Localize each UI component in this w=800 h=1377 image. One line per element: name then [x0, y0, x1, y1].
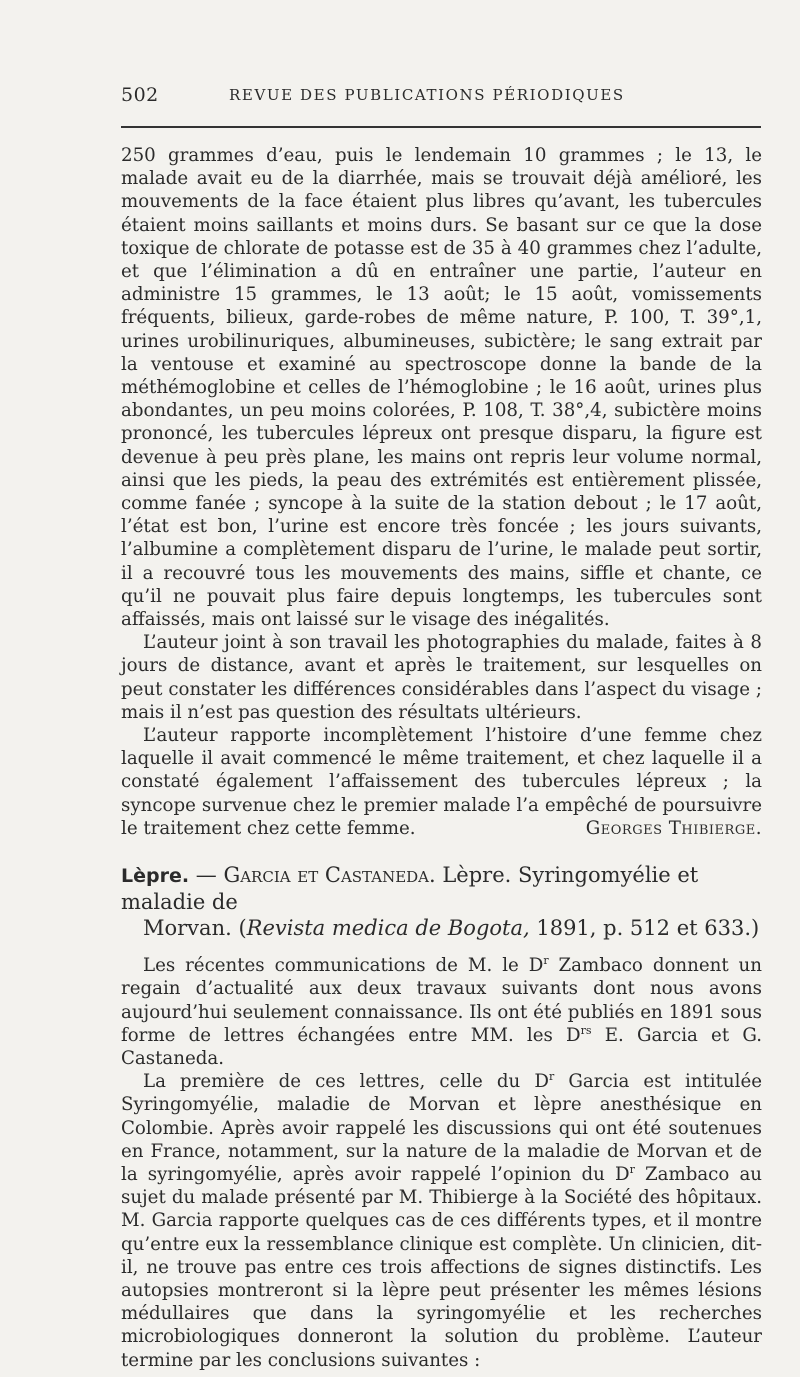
paragraph — [121, 1070, 762, 1372]
superscript: r — [548, 1070, 555, 1084]
superscript: r — [629, 1162, 635, 1176]
page-number: 502 — [121, 84, 159, 106]
paragraph — [121, 954, 762, 1070]
paragraph — [121, 724, 762, 840]
article-title: Lèpre. Syringomyélie et maladie de — [121, 863, 699, 915]
article-heading — [121, 862, 762, 941]
article-heading-line1 — [121, 862, 762, 915]
running-head: REVUE DES PUBLICATIONS PÉRIODIQUES — [229, 86, 625, 104]
header-rule — [121, 126, 761, 128]
paragraph-text: L’auteur rapporte incomplètement l’histoire d’une femme chez laquelle il avait commencé le même traitement, et chez laquelle il a constaté également l’affaissement des tubercules lépreux ; la syncope survenue chez le premier malade l’a empêché de poursuivre le traitement chez cette femme. — [121, 725, 762, 839]
paragraph-text: Les récentes communications de M. le D — [143, 955, 544, 977]
heading-dash: — — [189, 863, 224, 888]
paragraph-text: E. Garcia et G. Castaneda. — [121, 1024, 762, 1069]
paragraph: 250 grammes d’eau, puis le lendemain 10 grammes ; le 13, le malade avait eu de la diarrhée, mais se trouvait déjà amélioré, les mouvements de la face étaient plus libres qu’avant, les tubercules étaient moins saillants et moins durs. Se basant sur ce que la dose toxique de chlorate de potasse est de 35 à 40 grammes chez l’adulte, et que l’élimination a dû en entraîner une partie, l’auteur en administre 15 grammes, le 13 août; le 15 août, vomissements fréquents, bilieux, garde-robes de même nature, P. 100, T. 39°,1, urines urobilinuriques, albumineuses, subictère; le sang extrait par la ventouse et examiné au spectroscope donne la bande de la méthémoglobine et celles de l’hémoglobine ; le 16 août, urines plus abondantes, un peu moins colorées, P. 108, T. 38°,4, subictère moins prononcé, les tubercules lépreux ont presque disparu, la figure est devenue à peu près plane, les mains ont repris leur volume normal, ainsi que les pieds, la peau des extrémités est entièrement plissée, comme fanée ; syncope à la suite de la station debout ; le 17 août, l’état est bon, l’urine est encore très foncée ; les jours suivants, l’albumine a complètement disparu de l’urine, le malade peut sortir, il a recouvré tous les mouvements des mains, siffle et chante, ce qu’il ne pouvait plus faire depuis longtemps, les tubercules sont affaissés, mais ont laissé sur le visage des inégalités. — [121, 145, 762, 631]
superscript: rs — [580, 1023, 592, 1037]
article-authors: Garcia et Castaneda. — [223, 863, 436, 888]
paragraph: L’auteur joint à son travail les photographies du malade, faites à 8 jours de distance, avant et après le traitement, sur lesquelles on peut constater les différences considérables dans l’aspect du visage ; mais il n’est pas question des résultats ultérieurs. — [121, 632, 762, 723]
page-header — [121, 84, 761, 114]
paragraph-text: La première de ces lettres, celle du D — [143, 1071, 549, 1093]
paragraph-text: Garcia est intitulée Syringomyélie, maladie de Morvan et lèpre anesthésique en Colombie. Après avoir rappelé les discussions qui ont été soutenues en France, notamment, sur la nature de la maladie de Morvan et de la syringomyélie, après avoir rappelé l’opinion du D — [121, 1071, 762, 1185]
journal-name: Revista medica de Bogota, — [246, 916, 530, 941]
body-text — [121, 144, 762, 1372]
author-signature: Georges Thibierge. — [585, 817, 762, 839]
article-citation: 1891, p. 512 et 633.) — [529, 916, 760, 941]
article-topic: Lèpre. — [121, 865, 190, 888]
superscript: r — [543, 954, 549, 968]
article-title-cont: Morvan. ( — [143, 916, 247, 941]
paragraph-text: Zambaco donnent un regain d’actualité aux deux travaux suivants dont nous avons aujourd’hui seulement connaissance. Ils ont été publiés en 1891 sous forme de lettres échangées entre MM. les D — [121, 955, 762, 1046]
paragraph-text: Zambaco au sujet du malade présenté par M. Thibierge à la Société des hôpitaux. M. Garcia rapporte quelques cas de ces différents types, et il montre qu’entre eux la ressemblance clinique est complète. Un clinicien, dit-il, ne trouve pas entre ces trois affections de signes distinctifs. Les autopsies montreront si la lèpre peut présenter les mêmes lésions médullaires que dans la syringomyélie et les recherches microbiologiques donneront la solution du problème. L’auteur termine par les conclusions suivantes : — [121, 1163, 762, 1371]
article-heading-line2 — [121, 915, 762, 941]
